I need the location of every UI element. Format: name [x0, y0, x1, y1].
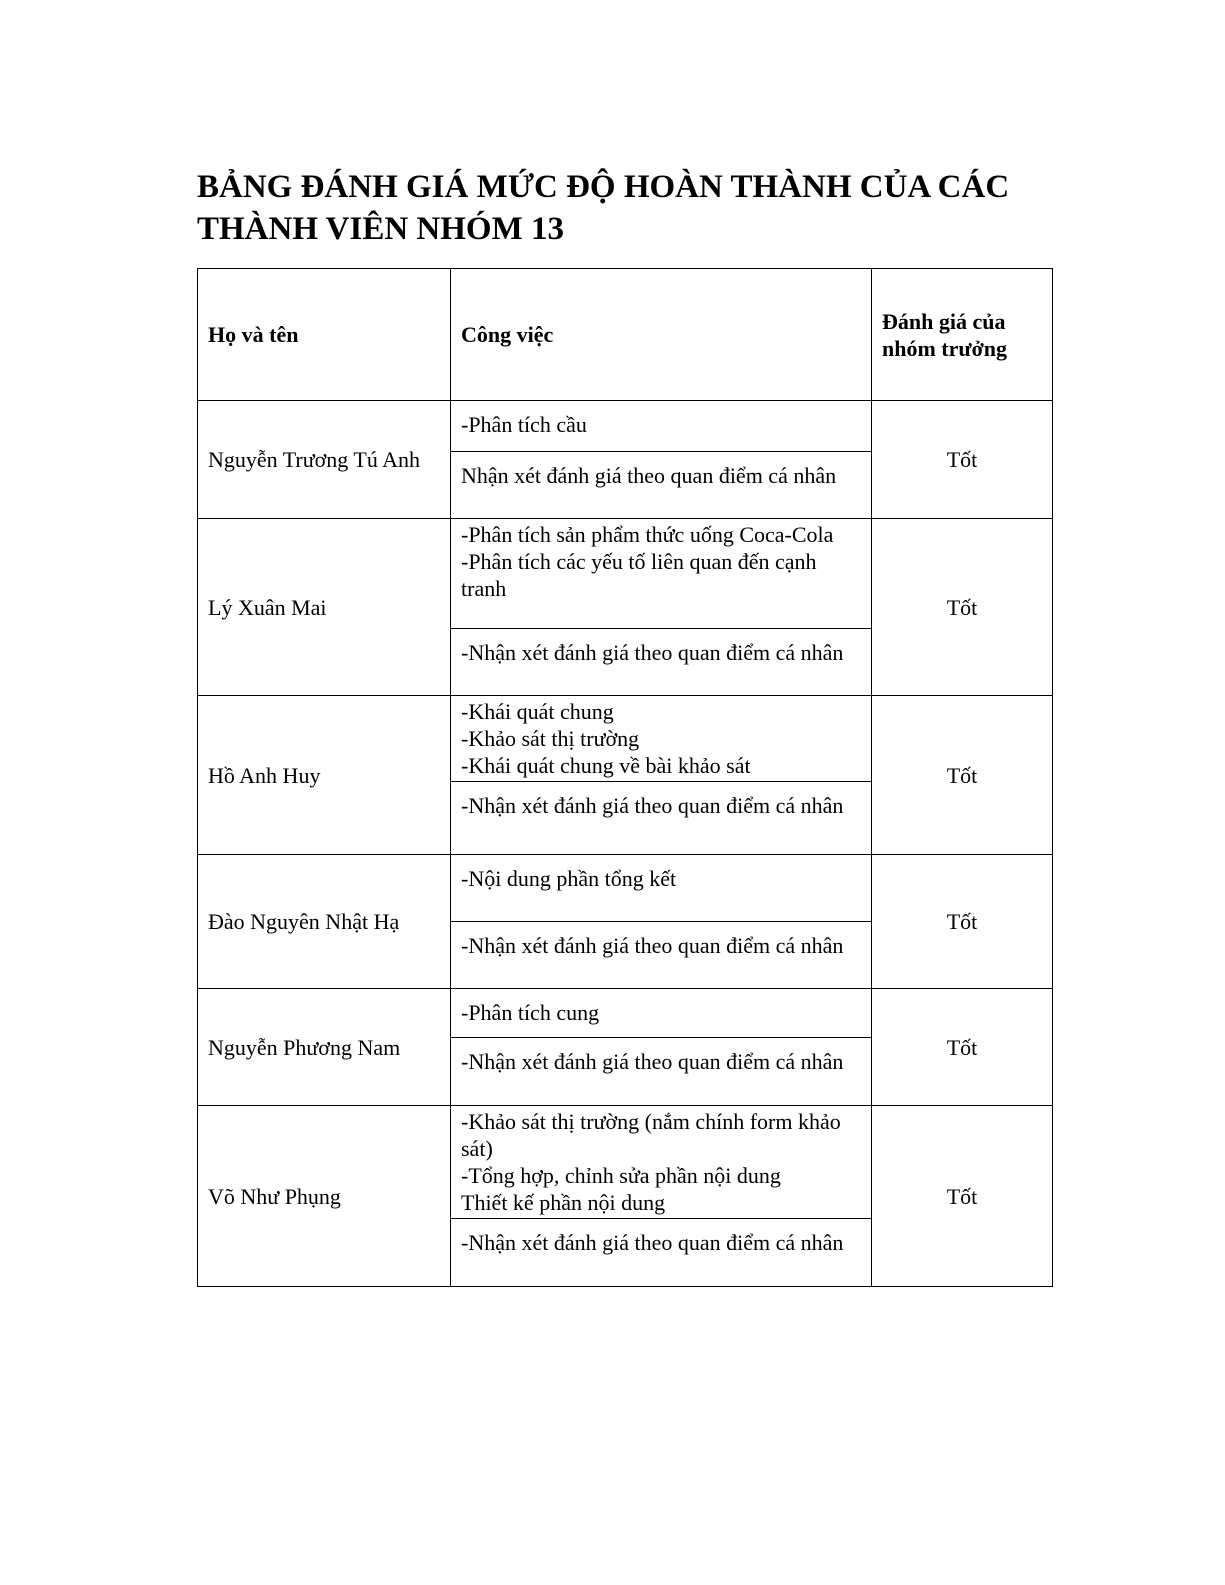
table-row	[198, 1106, 1053, 1219]
task-cell	[451, 629, 872, 696]
task-line: -Nội dung phần tổng kết	[461, 866, 677, 891]
task-cell	[451, 1219, 872, 1287]
task-line: -Nhận xét đánh giá theo quan điểm cá nhân	[461, 1230, 844, 1255]
task-line: -Nhận xét đánh giá theo quan điểm cá nhân	[461, 640, 844, 665]
member-name: Đào Nguyên Nhật Hạ	[198, 855, 451, 989]
task-cell	[451, 401, 872, 452]
header-rating: Đánh giá của nhóm trưởng	[872, 269, 1053, 401]
task-cell	[451, 696, 872, 782]
member-name: Võ Như Phụng	[198, 1106, 451, 1287]
task-cell	[451, 855, 872, 922]
member-name: Lý Xuân Mai	[198, 519, 451, 696]
page-title: BẢNG ĐÁNH GIÁ MỨC ĐỘ HOÀN THÀNH CỦA CÁC THÀNH VIÊN NHÓM 13	[197, 169, 1010, 247]
task-line: -Nhận xét đánh giá theo quan điểm cá nhân	[461, 793, 844, 818]
task-line: -Phân tích cầu	[461, 412, 587, 437]
table-row	[198, 519, 1053, 629]
rating-cell: Tốt	[872, 519, 1053, 696]
evaluation-table	[197, 268, 1053, 1287]
rating-cell: Tốt	[872, 401, 1053, 519]
task-line: -Nhận xét đánh giá theo quan điểm cá nhân	[461, 933, 844, 958]
table-row	[198, 696, 1053, 782]
task-cell	[451, 519, 872, 629]
task-cell	[451, 1038, 872, 1106]
rating-cell: Tốt	[872, 1106, 1053, 1287]
task-cell	[451, 922, 872, 989]
rating-cell: Tốt	[872, 855, 1053, 989]
table-row	[198, 401, 1053, 452]
task-line: -Khảo sát thị trường	[461, 726, 640, 751]
header-row	[198, 269, 1053, 401]
task-line: Thiết kế phần nội dung	[461, 1190, 666, 1215]
task-line: -Khái quát chung về bài khảo sát	[461, 753, 751, 778]
task-line: -Phân tích sản phẩm thức uống Coca-Cola	[461, 522, 834, 547]
task-cell	[451, 782, 872, 855]
table-body	[198, 401, 1053, 1287]
rating-cell: Tốt	[872, 989, 1053, 1106]
task-cell	[451, 452, 872, 519]
task-line: -Phân tích các yếu tố liên quan đến cạnh tranh	[461, 549, 817, 601]
member-name: Hồ Anh Huy	[198, 696, 451, 855]
header-work: Công việc	[451, 269, 872, 401]
task-line: -Khảo sát thị trường (nắm chính form khảo sát)	[461, 1109, 841, 1161]
task-cell	[451, 1106, 872, 1219]
task-line: -Nhận xét đánh giá theo quan điểm cá nhân	[461, 1049, 844, 1074]
table-row	[198, 989, 1053, 1038]
table-row	[198, 855, 1053, 922]
task-line: -Tổng hợp, chỉnh sửa phần nội dung	[461, 1163, 781, 1188]
task-line: Nhận xét đánh giá theo quan điểm cá nhân	[461, 463, 837, 488]
member-name: Nguyễn Trương Tú Anh	[198, 401, 451, 519]
rating-cell: Tốt	[872, 696, 1053, 855]
task-cell	[451, 989, 872, 1038]
header-name: Họ và tên	[198, 269, 451, 401]
task-line: -Khái quát chung	[461, 699, 614, 724]
task-line: -Phân tích cung	[461, 1000, 600, 1025]
member-name: Nguyễn Phương Nam	[198, 989, 451, 1106]
